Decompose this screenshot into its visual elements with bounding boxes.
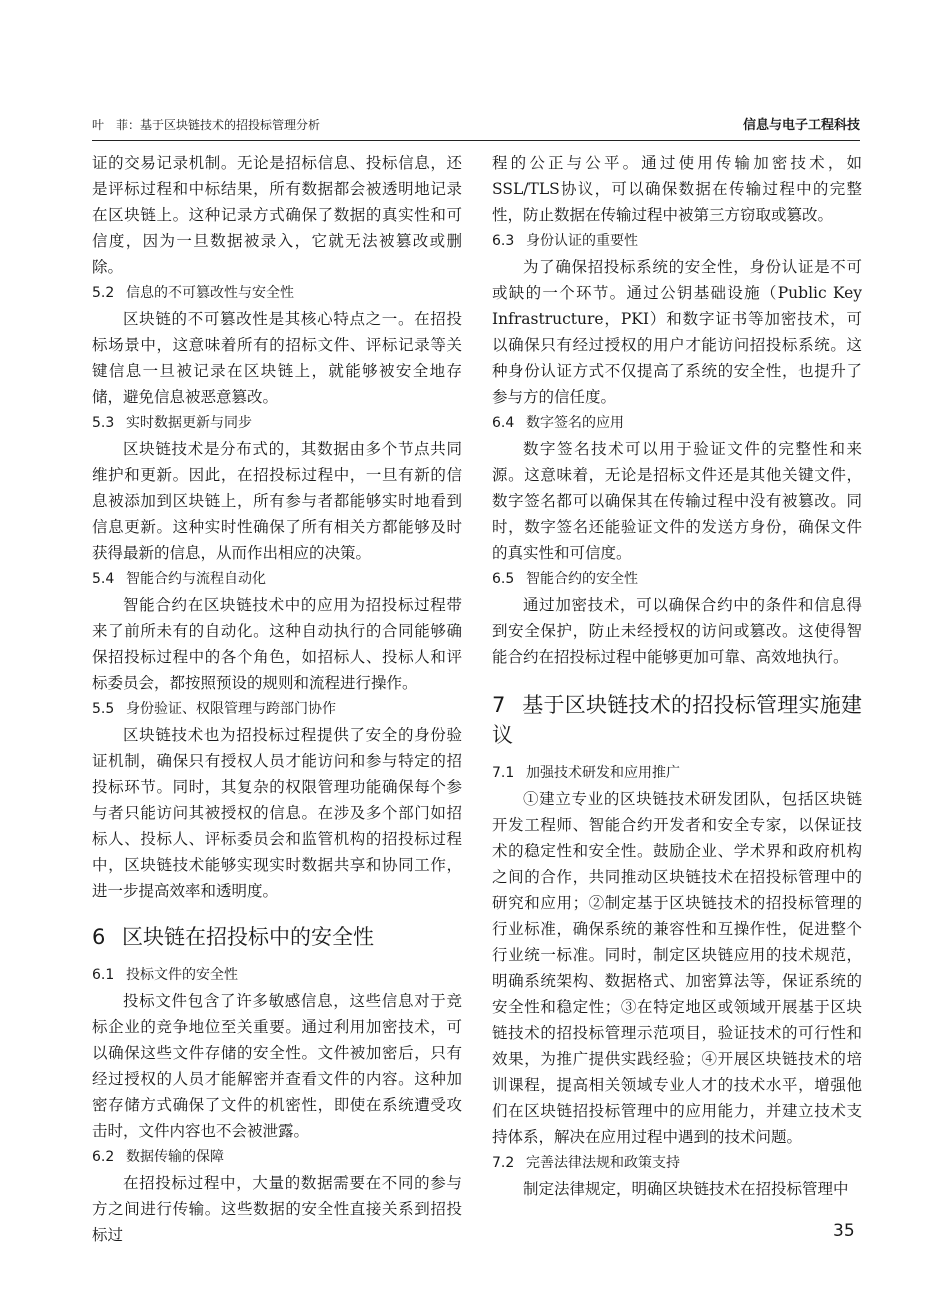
section-heading-7: [492, 690, 862, 750]
section-number: 5.2: [92, 285, 115, 301]
section-heading-6-2: [92, 1144, 462, 1170]
section-number: 6.5: [492, 571, 515, 587]
section-title: 完善法律法规和政策支持: [526, 1155, 680, 1171]
paragraph: 区块链技术也为招投标过程提供了安全的身份验证机制，确保只有授权人员才能访问和参与特定的招投标环节。同时，其复杂的权限管理功能确保每个参与者只能访问其被授权的信息。在涉及多个部门如招标人、投标人、评标委员会和监管机构的招投标过程中，区块链技术能够实现实时数据共享和协同工作，进一步提高效率和透明度。: [92, 726, 462, 900]
paragraph: 程的公正与公平。通过使用传输加密技术，如SSL/TLS协议，可以确保数据在传输过程中的完整性，防止数据在传输过程中被第三方窃取或篡改。: [492, 154, 862, 224]
section-number: 6.4: [492, 415, 515, 431]
running-head: [92, 114, 860, 134]
section-heading-5-4: [92, 566, 462, 592]
paragraph: 投标文件包含了许多敏感信息，这些信息对于竞标企业的竞争地位至关重要。通过利用加密技术，可以确保这些文件存储的安全性。文件被加密后，只有经过授权的人员才能解密并查看文件的内容。这种加密存储方式确保了文件的机密性，即使在系统遭受攻击时，文件内容也不会被泄露。: [92, 992, 462, 1140]
section-number: 6: [92, 925, 106, 949]
section-title: 智能合约与流程自动化: [126, 571, 266, 587]
section-number: 6.2: [92, 1149, 115, 1165]
section-title: 数字签名的应用: [526, 415, 624, 431]
paragraph: 证的交易记录机制。无论是招标信息、投标信息，还是评标过程和中标结果，所有数据都会被透明地记录在区块链上。这种记录方式确保了数据的真实性和可信度，因为一旦数据被录入，它就无法被篡改或删除。: [92, 154, 462, 276]
section-title: 实时数据更新与同步: [126, 415, 252, 431]
section-number: 5.4: [92, 571, 115, 587]
section-heading-6-5: [492, 566, 862, 592]
paragraph: 智能合约在区块链技术中的应用为招投标过程带来了前所未有的自动化。这种自动执行的合同能够确保招投标过程中的各个角色，如招标人、投标人和评标委员会，都按照预设的规则和流程进行操作。: [92, 596, 462, 692]
section-title: 加强技术研发和应用推广: [526, 765, 680, 781]
section-heading-6-4: [492, 410, 862, 436]
paragraph: ①建立专业的区块链技术研发团队，包括区块链开发工程师、智能合约开发者和安全专家，以保证技术的稳定性和安全性。鼓励企业、学术界和政府机构之间的合作，共同推动区块链技术在招投标管理中的研究和应用；②制定基于区块链技术的招投标管理的行业标准，确保系统的兼容性和互操作性，促进整个行业统一标准。同时，制定区块链应用的技术规范，明确系统架构、数据格式、加密算法等，保证系统的安全性和稳定性；③在特定地区或领域开展基于区块链技术的招投标管理示范项目，验证技术的可行性和效果，为推广提供实践经验；④开展区块链技术的培训课程，提高相关领域专业人才的技术水平，增强他们在区块链招投标管理中的应用能力，并建立技术支持体系，解决在应用过程中遇到的技术问题。: [492, 790, 862, 1146]
section-heading-5-2: [92, 280, 462, 306]
section-title: 数据传输的保障: [126, 1149, 224, 1165]
section-title: 区块链在招投标中的安全性: [122, 925, 374, 949]
paragraph: 数字签名技术可以用于验证文件的完整性和来源。这意味着，无论是招标文件还是其他关键文件，数字签名都可以确保其在传输过程中没有被篡改。同时，数字签名还能验证文件的发送方身份，确保文件的真实性和可信度。: [492, 440, 862, 562]
section-title: 投标文件的安全性: [126, 967, 238, 983]
paragraph: 制定法律规定，明确区块链技术在招投标管理中: [523, 1180, 849, 1198]
section-number: 7: [492, 693, 506, 717]
section-title: 智能合约的安全性: [526, 571, 638, 587]
section-number: 5.3: [92, 415, 115, 431]
left-column: [92, 150, 462, 1248]
section-title: 信息的不可篡改性与安全性: [126, 285, 294, 301]
section-heading-7-2: [492, 1150, 862, 1176]
paragraph: 在招投标过程中，大量的数据需要在不同的参与方之间进行传输。这些数据的安全性直接关系到招投标过: [92, 1174, 462, 1244]
running-head-journal: 信息与电子工程科技: [742, 118, 860, 133]
paragraph: 通过加密技术，可以确保合约中的条件和信息得到安全保护，防止未经授权的访问或篡改。这使得智能合约在招投标过程中能够更加可靠、高效地执行。: [492, 596, 862, 666]
section-number: 7.2: [492, 1155, 515, 1171]
running-head-author-title: 叶 菲：基于区块链技术的招投标管理分析: [92, 118, 321, 132]
section-heading-5-5: [92, 696, 462, 722]
header-rule: [92, 140, 860, 141]
paragraph: 区块链技术是分布式的，其数据由多个节点共同维护和更新。因此，在招投标过程中，一旦有新的信息被添加到区块链上，所有参与者都能够实时地看到信息更新。这种实时性确保了所有相关方都能够及时获得最新的信息，从而作出相应的决策。: [92, 440, 462, 562]
section-number: 5.5: [92, 701, 115, 717]
section-heading-6-1: [92, 962, 462, 988]
section-heading-7-1: [492, 760, 862, 786]
section-heading-6-3: [492, 228, 862, 254]
section-title: 身份认证的重要性: [526, 233, 638, 249]
section-heading-6: [92, 922, 462, 952]
right-column: [492, 150, 862, 1202]
section-heading-5-3: [92, 410, 462, 436]
paragraph: 为了确保招投标系统的安全性，身份认证是不可或缺的一个环节。通过公钥基础设施（Public Key Infrastructure，PKI）和数字证书等加密技术，可以确保只有经过授权的用户才能访问招投标系统。这种身份认证方式不仅提高了系统的安全性，也提升了参与方的信任度。: [492, 258, 862, 406]
section-number: 6.3: [492, 233, 515, 249]
paragraph: 区块链的不可篡改性是其核心特点之一。在招投标场景中，这意味着所有的招标文件、评标记录等关键信息一旦被记录在区块链上，就能够被安全地存储，避免信息被恶意篡改。: [92, 310, 462, 406]
section-title: 身份验证、权限管理与跨部门协作: [126, 701, 336, 717]
section-title: 基于区块链技术的招投标管理实施建议: [492, 693, 862, 747]
section-number: 6.1: [92, 967, 115, 983]
page-number: 35: [833, 1221, 855, 1241]
section-number: 7.1: [492, 765, 515, 781]
